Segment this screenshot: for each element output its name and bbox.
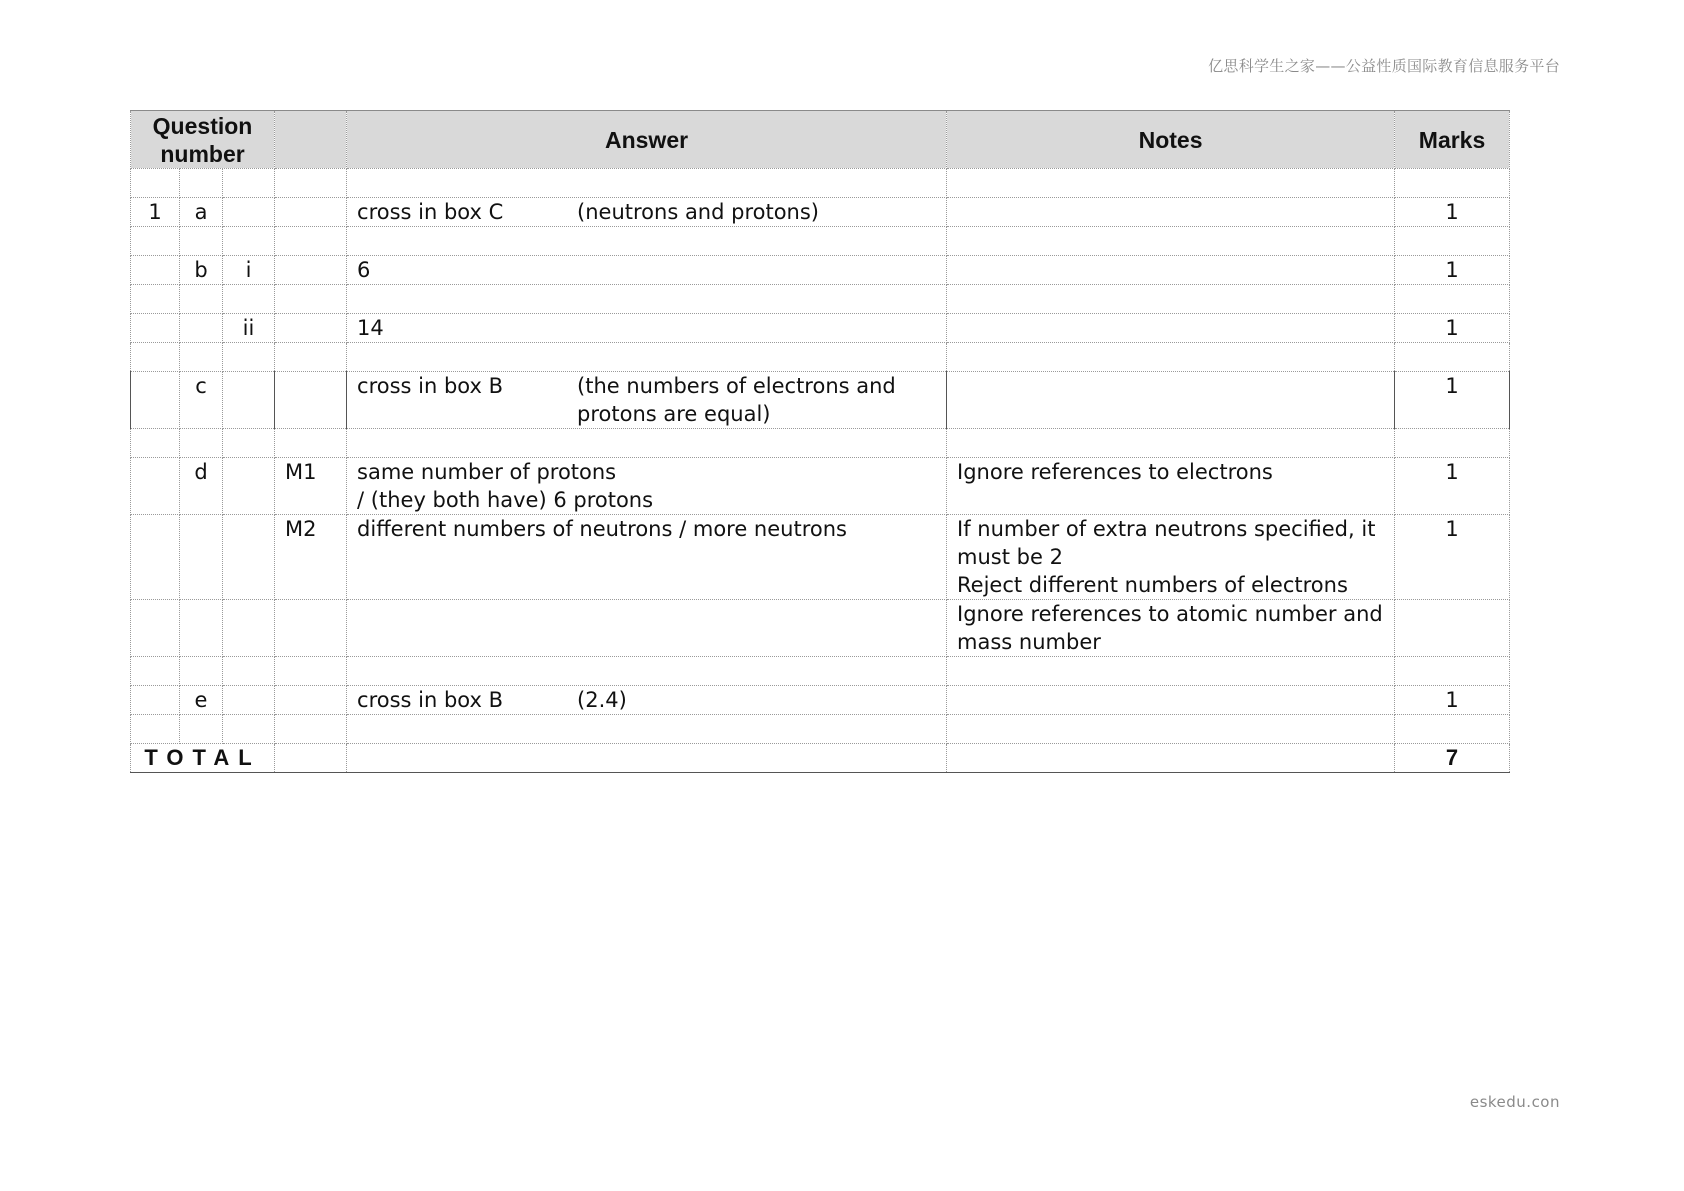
answer-cell: [347, 458, 947, 515]
answer-text: same number of protons / (they both have) 6 protons: [357, 460, 654, 512]
question-subpart: [223, 686, 275, 715]
question-number: [131, 686, 180, 715]
question-subpart: [223, 198, 275, 227]
mark-code: M1: [275, 458, 347, 515]
answer-text: cross in box C: [357, 200, 504, 224]
answer-cell: [347, 198, 947, 227]
question-number: [131, 600, 180, 657]
marks-cell: 1: [1395, 198, 1510, 227]
question-number: [131, 314, 180, 343]
question-subpart: i: [223, 256, 275, 285]
spacer-row: [131, 169, 1510, 198]
question-number: [131, 515, 180, 600]
spacer-row: [131, 343, 1510, 372]
answer-cell: [347, 686, 947, 715]
mark-code: [275, 198, 347, 227]
mark-scheme-table: [130, 110, 1510, 773]
answer-detail: (neutrons and protons): [577, 200, 820, 224]
notes-cell: [947, 256, 1395, 285]
table-row: [131, 198, 1510, 227]
spacer-row: [131, 657, 1510, 686]
answer-text: cross in box B: [357, 374, 504, 398]
answer-detail: [577, 314, 936, 342]
spacer-row: [131, 715, 1510, 744]
answer-text: different numbers of neutrons / more neutrons: [357, 517, 847, 541]
question-part: [180, 515, 223, 600]
notes-cell: [947, 686, 1395, 715]
total-label: TOTAL: [131, 744, 275, 773]
answer-text: cross in box B: [357, 688, 504, 712]
header-question-number: Question number: [131, 111, 275, 169]
notes-cell: If number of extra neutrons specified, it must be 2 Reject different numbers of electrons: [947, 515, 1395, 600]
total-marks: 7: [1395, 744, 1510, 773]
notes-cell: [947, 372, 1395, 429]
spacer-row: [131, 285, 1510, 314]
mark-code: [275, 600, 347, 657]
answer-detail: [577, 256, 936, 284]
header-notes: Notes: [947, 111, 1395, 169]
answer-cell: [347, 600, 947, 657]
marks-cell: 1: [1395, 256, 1510, 285]
table-row: [131, 686, 1510, 715]
notes-cell: [947, 198, 1395, 227]
spacer-row: [131, 429, 1510, 458]
mark-code: [275, 372, 347, 429]
marks-cell: 1: [1395, 372, 1510, 429]
mark-code: [275, 686, 347, 715]
table-row: [131, 458, 1510, 515]
answer-cell: [347, 256, 947, 285]
header-row: [131, 111, 1510, 169]
question-part: d: [180, 458, 223, 515]
answer-text: 14: [357, 316, 384, 340]
question-number: [131, 458, 180, 515]
question-subpart: [223, 458, 275, 515]
question-part: e: [180, 686, 223, 715]
notes-cell: [947, 314, 1395, 343]
answer-detail: (2.4): [577, 688, 627, 712]
mark-code: [275, 314, 347, 343]
marks-cell: [1395, 600, 1510, 657]
footer-site: eskedu.con: [1469, 1093, 1560, 1111]
question-number: [131, 256, 180, 285]
header-blank: [275, 111, 347, 169]
answer-text: 6: [357, 258, 371, 282]
question-number: [131, 372, 180, 429]
question-subpart: [223, 600, 275, 657]
table-row: [131, 314, 1510, 343]
answer-cell: [347, 314, 947, 343]
table-row: [131, 600, 1510, 657]
header-watermark: 亿思科学生之家——公益性质国际教育信息服务平台: [1208, 57, 1560, 75]
question-part: a: [180, 198, 223, 227]
answer-cell: [347, 515, 947, 600]
mark-code: M2: [275, 515, 347, 600]
question-number: 1: [131, 198, 180, 227]
table-row: [131, 515, 1510, 600]
table-row: [131, 372, 1510, 429]
notes-cell: Ignore references to electrons: [947, 458, 1395, 515]
marks-cell: 1: [1395, 515, 1510, 600]
question-subpart: [223, 372, 275, 429]
spacer-row: [131, 227, 1510, 256]
question-part: c: [180, 372, 223, 429]
question-part: [180, 600, 223, 657]
answer-detail: (the numbers of electrons and protons are equal): [577, 374, 896, 426]
question-part: [180, 314, 223, 343]
question-subpart: [223, 515, 275, 600]
header-answer: Answer: [347, 111, 947, 169]
question-part: b: [180, 256, 223, 285]
mark-code: [275, 256, 347, 285]
marks-cell: 1: [1395, 686, 1510, 715]
question-subpart: ii: [223, 314, 275, 343]
total-row: [131, 744, 1510, 773]
notes-cell: Ignore references to atomic number and mass number: [947, 600, 1395, 657]
header-marks: Marks: [1395, 111, 1510, 169]
marks-cell: 1: [1395, 458, 1510, 515]
table-row: [131, 256, 1510, 285]
answer-cell: [347, 372, 947, 429]
marks-cell: 1: [1395, 314, 1510, 343]
